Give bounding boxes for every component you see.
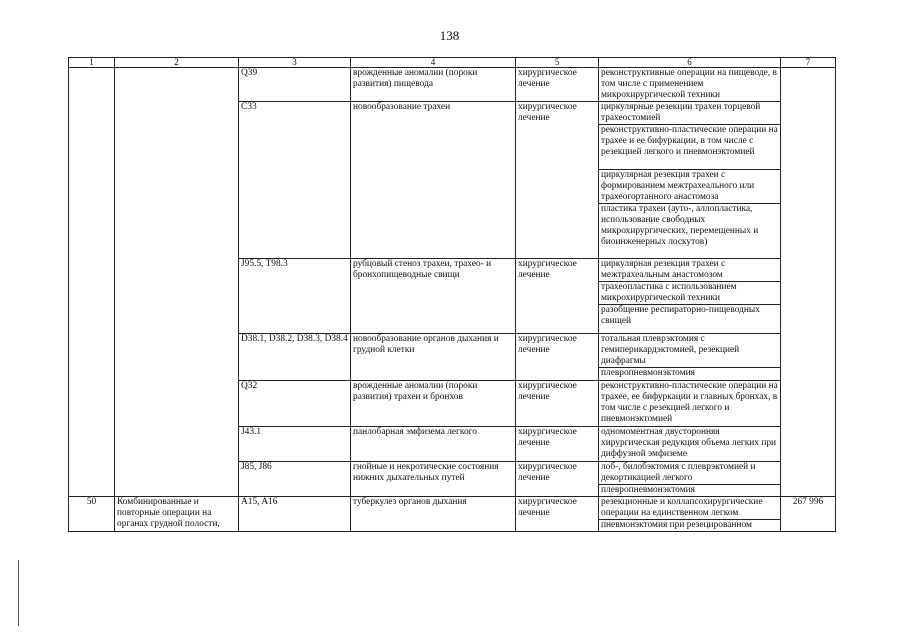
col-header: 5 bbox=[516, 58, 599, 68]
method-cell bbox=[599, 497, 781, 532]
method-cell bbox=[599, 102, 781, 259]
col-header: 2 bbox=[115, 58, 239, 68]
method-item: пластика трахеи (ауто-, аллопластика, использование свободных микрохирургических, перемещенных и биоинженерных лоскутов) bbox=[601, 204, 759, 247]
method-cell bbox=[599, 427, 781, 462]
method-item: резекционные и коллапсохирургические операции на единственном легком bbox=[601, 497, 763, 518]
method-cell bbox=[599, 259, 781, 334]
col-header: 6 bbox=[599, 58, 781, 68]
col-header: 3 bbox=[239, 58, 351, 68]
price-cell: 267 996 bbox=[781, 497, 836, 532]
code-cell: C33 bbox=[239, 102, 351, 259]
diagnosis-cell: врожденные аномалии (пороки развития) трахеи и бронхов bbox=[351, 381, 516, 427]
col-header: 7 bbox=[781, 58, 836, 68]
method-item: тотальная плеврэктомия с гемиперикардэктомией, резекцией диафрагмы bbox=[601, 334, 740, 366]
col-header: 4 bbox=[351, 58, 516, 68]
price-cell bbox=[781, 68, 836, 497]
treatment-cell: хирургическое лечение bbox=[516, 497, 599, 532]
service-name-cell: Комбинированные и повторные операции на органах грудной полости, bbox=[115, 497, 239, 532]
method-item: циркулярная резекция трахеи с формированием межтрахеального или трахеогортанного анастомоза bbox=[601, 170, 755, 202]
scan-edge-line bbox=[18, 560, 19, 626]
diagnosis-cell: гнойные и некротические состояния нижних дыхательных путей bbox=[351, 462, 516, 497]
code-cell: A15, A16 bbox=[239, 497, 351, 532]
diagnosis-cell: рубцовый стеноз трахеи, трахео- и бронхопищеводные свищи bbox=[351, 259, 516, 334]
diagnosis-cell: новообразование трахеи bbox=[351, 102, 516, 259]
method-item: трахеопластика с использованием микрохирургической техники bbox=[601, 282, 737, 303]
treatment-cell: хирургическое лечение bbox=[516, 259, 599, 334]
code-cell: J85, J86 bbox=[239, 462, 351, 497]
method-item: лоб-, билобэктомия с плеврэктомией и декортикацией легкого bbox=[601, 462, 756, 483]
service-name-cell bbox=[115, 68, 239, 497]
row-number-cell bbox=[69, 68, 115, 497]
treatment-cell: хирургическое лечение bbox=[516, 427, 599, 462]
method-item: циркулярные резекции трахеи торцевой трахеостомией bbox=[601, 102, 761, 123]
code-cell: Q32 bbox=[239, 381, 351, 427]
method-item: реконструктивно-пластические операции на трахее и ее бифуркации, в том числе с резекцией легкого и пневмонэктомией bbox=[601, 125, 778, 157]
row-number-cell: 50 bbox=[69, 497, 115, 532]
treatment-cell: хирургическое лечение bbox=[516, 462, 599, 497]
method-item: циркулярная резекция трахеи с межтрахеальным анастомозом bbox=[601, 259, 726, 280]
method-cell bbox=[599, 334, 781, 381]
medical-services-table bbox=[68, 57, 836, 532]
diagnosis-cell: туберкулез органов дыхания bbox=[351, 497, 516, 532]
table-row-50 bbox=[69, 497, 836, 532]
treatment-cell: хирургическое лечение bbox=[516, 68, 599, 102]
diagnosis-cell: новообразование органов дыхания и грудной клетки bbox=[351, 334, 516, 381]
page-number: 138 bbox=[439, 28, 460, 43]
diagnosis-cell: врожденные аномалии (пороки развития) пищевода bbox=[351, 68, 516, 102]
treatment-cell: хирургическое лечение bbox=[516, 334, 599, 381]
treatment-cell: хирургическое лечение bbox=[516, 102, 599, 259]
method-item: реконструктивные операции на пищеводе, в том числе с применением микрохирургической техники bbox=[601, 68, 777, 100]
method-item: разобщение респираторно-пищеводных свищей bbox=[601, 305, 760, 326]
diagnosis-cell: панлобарная эмфизема легкого bbox=[351, 427, 516, 462]
treatment-cell: хирургическое лечение bbox=[516, 381, 599, 427]
method-item: плевропневмонэктомия bbox=[601, 485, 695, 495]
method-item: пневмонэктомия при резецированном bbox=[601, 520, 752, 530]
code-cell: J43.1 bbox=[239, 427, 351, 462]
table-row bbox=[69, 68, 836, 102]
method-item: одномоментная двусторонняя хирургическая редукция объема легких при диффузной эмфиземе bbox=[601, 427, 777, 459]
col-header: 1 bbox=[69, 58, 115, 68]
method-item: плевропневмонэктомия bbox=[601, 368, 695, 378]
code-cell: J95.5, T98.3 bbox=[239, 259, 351, 334]
code-cell: Q39 bbox=[239, 68, 351, 102]
method-cell bbox=[599, 462, 781, 497]
header-row bbox=[69, 58, 836, 68]
method-item: реконструктивно-пластические операции на трахее, ее бифуркации и главных бронхах, в том числе с резекцией легкого и пневмонэктомией bbox=[601, 381, 778, 424]
method-cell bbox=[599, 68, 781, 102]
code-cell: D38.1, D38.2, D38.3, D38.4 bbox=[239, 334, 351, 381]
method-cell bbox=[599, 381, 781, 427]
